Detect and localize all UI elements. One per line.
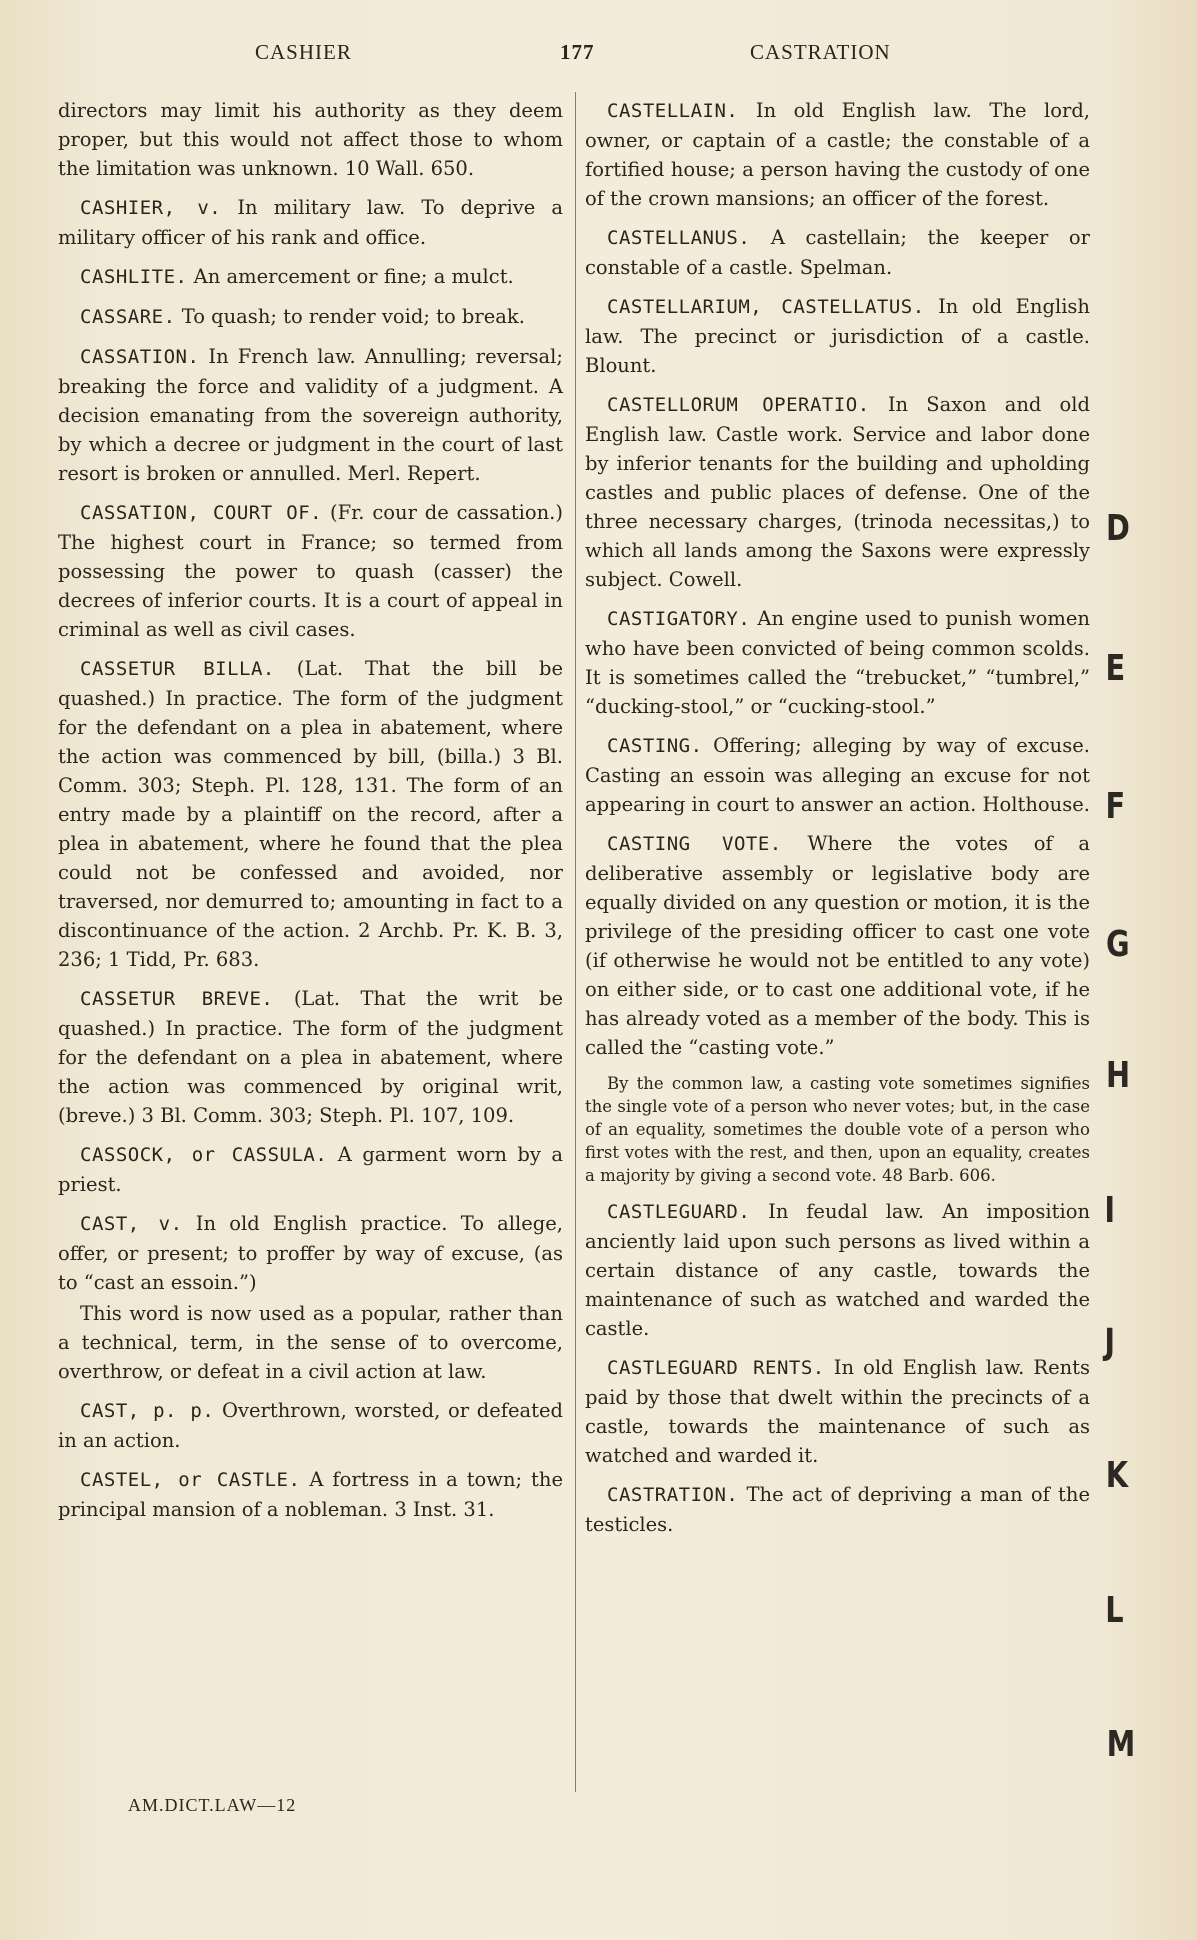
entry-term: CASSATION. <box>80 346 200 368</box>
entry-continuation: directors may limit his authority as they deem proper, but this would not affect those to whom the limitation was unknown. 10 Wall. 650. <box>58 99 563 180</box>
entry-term: CASSOCK, or CASSULA. <box>80 1144 328 1166</box>
entry-cashier: CASHIER, v. In military law. To deprive a military officer of his rank and office. <box>58 196 563 249</box>
entry-term: CAST, v. <box>80 1213 183 1235</box>
entry-casting-vote: CASTING VOTE. Where the votes of a deliberative assembly or legislative body are equally divided on any question or motion, it is the privilege of the presiding officer to cast one vote (if otherwise he would not be entitled to any vote) on either side, or to cast one additional vote, if he has already voted as a member of the body. This is called the “casting vote.” <box>585 832 1090 1059</box>
entry-cassetur-breve: CASSETUR BREVE. (Lat. That the writ be quashed.) In practice. The form of the judgment for the defendant on a plea in abatement, where the action was commenced by original writ, (breve.) 3 Bl. Comm. 303; Steph. Pl. 107, 109. <box>58 987 563 1127</box>
thumb-tab-i[interactable]: I <box>1104 1190 1116 1231</box>
entry-term: CASTRATION. <box>607 1484 739 1506</box>
thumb-tab-h[interactable]: H <box>1106 1055 1131 1096</box>
entry-cassock: CASSOCK, or CASSULA. A garment worn by a priest. <box>58 1143 563 1196</box>
entry-cashlite: CASHLITE. An amercement or fine; a mulct. <box>80 265 514 288</box>
entry-term: CASSETUR BREVE. <box>80 988 274 1010</box>
entry-term: CASTING VOTE. <box>607 833 782 855</box>
thumb-tab-e[interactable]: E <box>1105 648 1126 689</box>
entry-castleguard-rents: CASTLEGUARD RENTS. In old English law. Rents paid by those that dwelt within the precincts of a castle, towards the maintenance of such as watched and warded it. <box>585 1356 1091 1467</box>
header-last-word: CASTRATION <box>750 40 891 64</box>
thumb-tab-m[interactable]: M <box>1106 1724 1136 1765</box>
entry-term: CASTELLAIN. <box>607 100 739 122</box>
thumb-tab-g[interactable]: G <box>1105 924 1130 965</box>
entry-cast-verb: CAST, v. In old English practice. To allege, offer, or present; to proffer by way of excuse, (as to “cast an essoin.”) <box>58 1212 564 1294</box>
header-first-word: CASHIER <box>255 40 352 64</box>
thumb-tab-f[interactable]: F <box>1105 786 1126 827</box>
entry-term: CASSETUR BILLA. <box>80 658 275 680</box>
entry-term: CASTELLARIUM, CASTELLATUS. <box>607 296 925 318</box>
entry-term: CASHIER, v. <box>80 197 222 219</box>
entry-term: CASTING. <box>607 735 703 757</box>
left-column <box>58 96 563 1534</box>
entry-cassare: CASSARE. To quash; to render void; to break. <box>80 305 525 328</box>
thumb-tab-j[interactable]: J <box>1104 1322 1116 1363</box>
column-divider <box>575 92 576 1792</box>
thumb-tab-k[interactable]: K <box>1105 1455 1129 1496</box>
entry-term: CASTLEGUARD. <box>607 1201 751 1223</box>
entry-castellain: CASTELLAIN. In old English law. The lord, owner, or captain of a castle; the constable of a fortified house; a person having the custody of one of the crown mansions; an officer of the forest. <box>585 99 1090 210</box>
entry-castellanus: CASTELLANUS. A castellain; the keeper or constable of a castle. Spelman. <box>585 226 1090 279</box>
entry-castellorum-operatio: CASTELLORUM OPERATIO. In Saxon and old English law. Castle work. Service and labor done by inferior tenants for the building and upholding castles and public places of defense. One of the three necessary charges, (trinoda necessitas,) to which all lands among the Saxons were expressly subject. Cowell. <box>585 393 1091 591</box>
footer-signature: AM.DICT.LAW—12 <box>128 1795 297 1815</box>
entry-castleguard: CASTLEGUARD. In feudal law. An imposition anciently laid upon such persons as lived within a certain distance of any castle, towards the maintenance of such as watched and warded the castle. <box>585 1200 1090 1340</box>
right-column <box>585 96 1090 1549</box>
entry-cast-pp: CAST, p. p. Overthrown, worsted, or defeated in an action. <box>58 1399 563 1452</box>
entry-castel: CASTEL, or CASTLE. A fortress in a town; the principal mansion of a nobleman. 3 Inst. 31. <box>58 1468 563 1521</box>
entry-castration: CASTRATION. The act of depriving a man of the testicles. <box>585 1483 1090 1536</box>
entry-cassation: CASSATION. In French law. Annulling; reversal; breaking the force and validity of a judgment. A decision emanating from the sovereign authority, by which a decree or judgment in the court of last resort is broken or annulled. Merl. Repert. <box>58 345 563 485</box>
thumb-tab-l[interactable]: L <box>1105 1590 1124 1631</box>
entry-term: CAST, p. p. <box>80 1400 215 1422</box>
entry-cassetur-billa: CASSETUR BILLA. (Lat. That the bill be quashed.) In practice. The form of the judgment for the defendant on a plea in abatement, where the action was commenced by bill, (billa.) 3 Bl. Comm. 303; Steph. Pl. 128, 131. The form of an entry made by a plaintiff on the record, after a plea in abatement, where he found that the plea could not be confessed and avoided, nor traversed, nor demurred to; amounting in fact to a discontinuance of the action. 2 Archb. Pr. K. B. 3, 236; 1 Tidd, Pr. 683. <box>58 657 563 971</box>
entry-term: CASSATION, COURT OF. <box>80 502 323 524</box>
entry-casting-vote-note: By the common law, a casting vote sometimes signifies the single vote of a person who never votes; but, in the case of an equality, sometimes the double vote of a person who first votes with the rest, and then, upon an equality, creates a majority by giving a second vote. 48 Barb. 606. <box>585 1074 1090 1185</box>
entry-term: CASTELLORUM OPERATIO. <box>607 394 870 416</box>
entry-cassation-court-of: CASSATION, COURT OF. (Fr. cour de cassation.) The highest court in France; so termed from possessing the power to quash (casser) the decrees of inferior courts. It is a court of appeal in criminal as well as civil cases. <box>58 501 563 641</box>
entry-term: CASTIGATORY. <box>607 608 751 630</box>
entry-term: CASSARE. <box>80 306 176 328</box>
running-header <box>0 40 1197 72</box>
entry-castellarium: CASTELLARIUM, CASTELLATUS. In old English law. The precinct or jurisdiction of a castle. Blount. <box>585 295 1090 377</box>
entry-castigatory: CASTIGATORY. An engine used to punish women who have been convicted of being common scolds. It is sometimes called the “trebucket,” “tumbrel,” “ducking-stool,” or “cucking-stool.” <box>585 607 1090 718</box>
entry-cast-note: This word is now used as a popular, rather than a technical, term, in the sense of to overcome, overthrow, or defeat in a civil action at law. <box>58 1302 563 1383</box>
entry-term: CASTELLANUS. <box>607 227 751 249</box>
thumb-tab-d[interactable]: D <box>1105 508 1130 549</box>
entry-term: CASHLITE. <box>80 266 188 288</box>
entry-term: CASTLEGUARD RENTS. <box>607 1357 825 1379</box>
entry-term: CASTEL, or CASTLE. <box>80 1469 301 1491</box>
page-number: 177 <box>560 40 595 64</box>
entry-casting: CASTING. Offering; alleging by way of excuse. Casting an essoin was alleging an excuse for not appearing in court to answer an action. Holthouse. <box>585 734 1090 816</box>
